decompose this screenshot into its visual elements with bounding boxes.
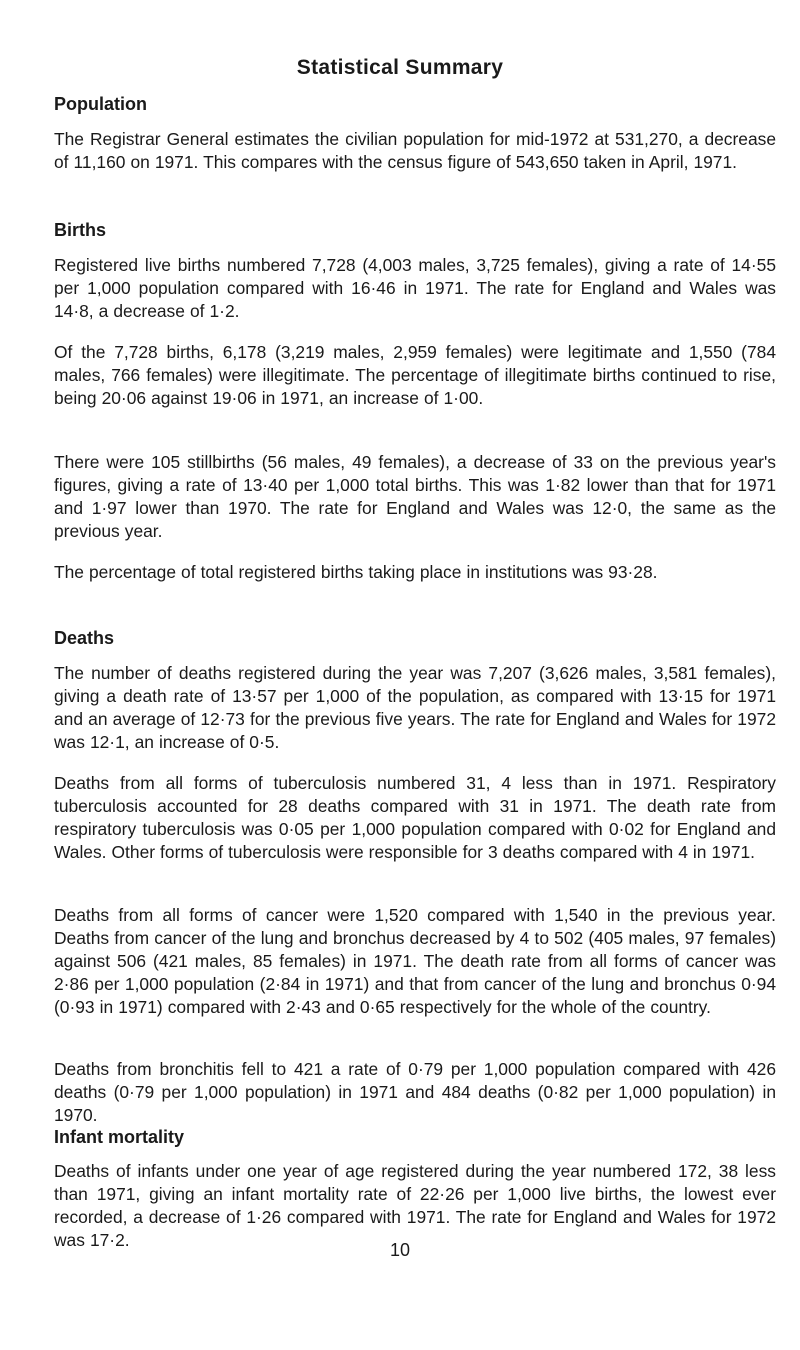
heading-deaths: Deaths [54,628,115,648]
paragraph-births-1: Registered live births numbered 7,728 (4,003 males, 3,725 females), giving a rate of 14·55 per 1,000 population compared with 16·46 in 1971. The rate for England and Wales was 14·8, a decrease of 1·2. [54,255,776,321]
page-number: 10 [389,1240,411,1260]
heading-births: Births [54,220,107,240]
paragraph-births-4: The percentage of total registered births taking place in institutions was 93·28. [54,562,658,582]
paragraph-population-1: The Registrar General estimates the civilian population for mid-1972 at 531,270, a decrease of 11,160 on 1971. This compares with the census figure of 543,650 taken in April, 1971. [54,129,776,172]
paragraph-infant-mortality-1: Deaths of infants under one year of age registered during the year numbered 172, 38 less than 1971, giving an infant mortality rate of 22·26 per 1,000 live births, the lowest ever recorded, a decrease of 1·26 compared with 1971. The rate for England and Wales for 1972 was 17·2. [54,1161,776,1250]
paragraph-births-3: There were 105 stillbirths (56 males, 49 females), a decrease of 33 on the previous year's figures, giving a rate of 13·40 per 1,000 total births. This was 1·82 lower than that for 1971 and 1·97 lower than 1970. The rate for England and Wales was 12·0, the same as the previous year. [54,452,776,541]
paragraph-deaths-1: The number of deaths registered during the year was 7,207 (3,626 males, 3,581 females), giving a death rate of 13·57 per 1,000 of the population, as compared with 13·15 for 1971 and an average of 12·73 for the previous five years. The rate for England and Wales for 1972 was 12·1, an increase of 0·5. [54,663,776,752]
page-title: Statistical Summary [296,56,504,79]
heading-population: Population [54,94,147,114]
paragraph-deaths-4: Deaths from bronchitis fell to 421 a rate of 0·79 per 1,000 population compared with 426 deaths (0·79 per 1,000 population) in 1971 and 484 deaths (0·82 per 1,000 population) in 1970. [54,1059,776,1125]
paragraph-deaths-2: Deaths from all forms of tuberculosis numbered 31, 4 less than in 1971. Respiratory tuberculosis accounted for 28 deaths compared with 31 in 1971. The death rate from respiratory tuberculosis was 0·05 per 1,000 population compared with 0·02 for England and Wales. Other forms of tuberculosis were responsible for 3 deaths compared with 4 in 1971. [54,773,776,862]
paragraph-deaths-3: Deaths from all forms of cancer were 1,520 compared with 1,540 in the previous year. Deaths from cancer of the lung and bronchus decreased by 4 to 502 (405 males, 97 females) against 506 (421 males, 85 females) in 1971. The death rate from all forms of cancer was 2·86 per 1,000 population (2·84 in 1971) and that from cancer of the lung and bronchus 0·94 (0·93 in 1971) compared with 2·43 and 0·65 respectively for the whole of the country. [54,905,776,1017]
paragraph-births-2: Of the 7,728 births, 6,178 (3,219 males, 2,959 females) were legitimate and 1,550 (784 males, 766 females) were illegitimate. The percentage of illegitimate births continued to rise, being 20·06 against 19·06 in 1971, an increase of 1·00. [54,342,776,408]
heading-infant-mortality: Infant mortality [54,1127,185,1147]
